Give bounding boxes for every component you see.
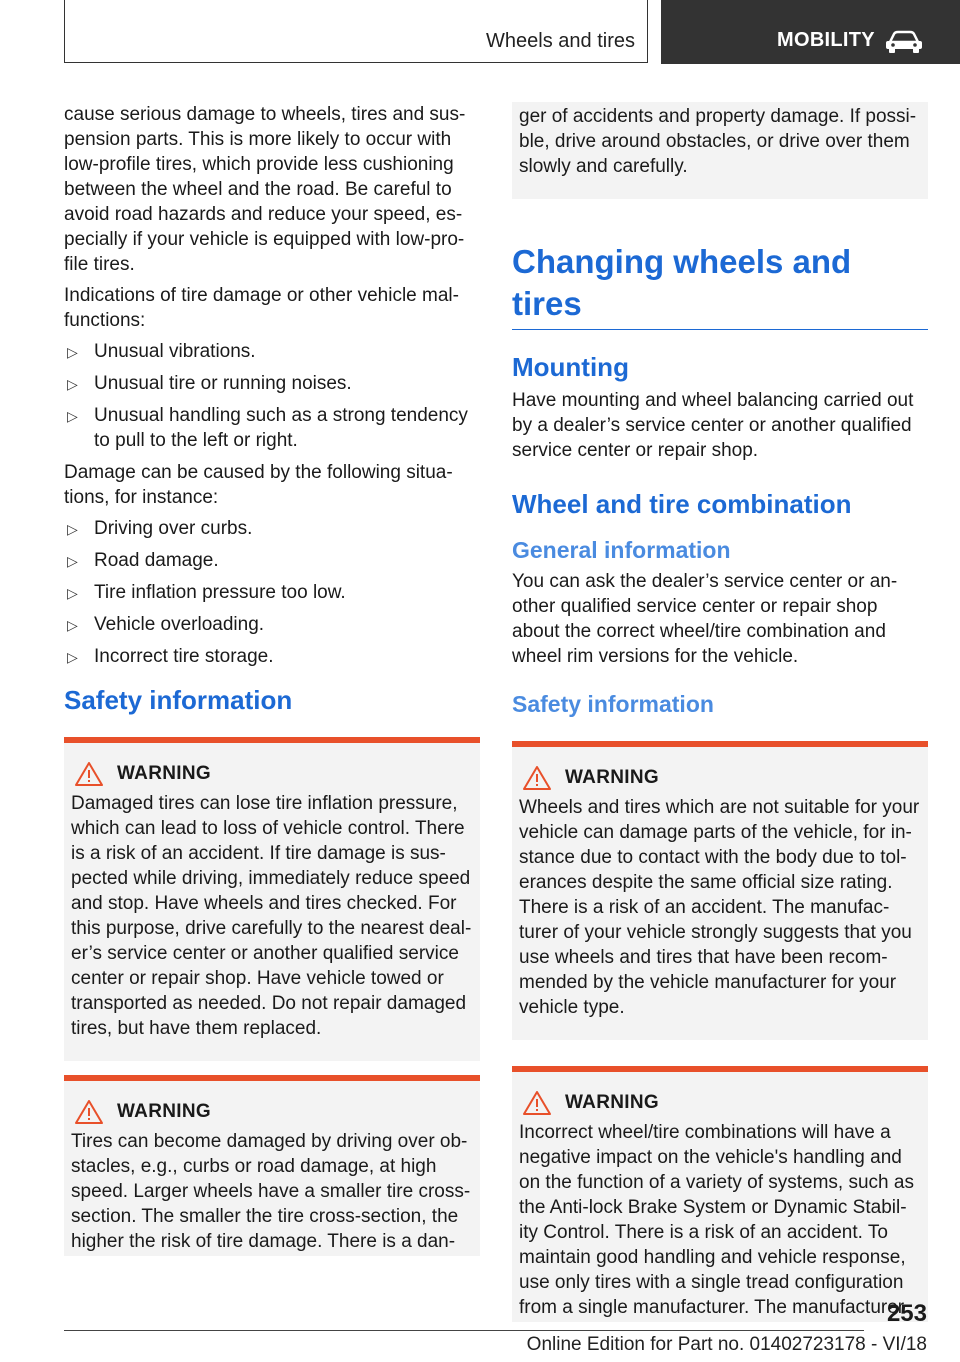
mounting-text: Have mounting and wheel balancing carried out by a dealer’s service center or another qualified service center or repair shop. (512, 390, 914, 461)
causes-list (64, 516, 480, 669)
warning-text: Wheels and tires which are not suitable for your vehicle can damage parts of the vehicle, for in-stance due to contact with the body due to tol-erances despite the same official size rating. There is a risk of an accident. The manufac-turer of your vehicle strongly suggests that you use wheels and tires that have been recom-mended by the vehicle manufacturer for your vehicle type. (519, 797, 920, 1018)
list-item: ▷ Unusual tire or running noises. (64, 371, 480, 396)
warning-text: Tires can become damaged by driving over ob-stacles, e.g., curbs or road damage, at high speed. Larger wheels have a smaller tire cross-section. The smaller the tire cross-section, the higher the risk of tire damage. There is a dan- (71, 1131, 471, 1252)
header-section-box (64, 0, 648, 63)
triangle-bullet-icon: ▷ (67, 553, 78, 569)
warning-text: Damaged tires can lose tire inflation pressure, which can lead to loss of vehicle control. There is a risk of an accident. If tire damage is sus-pected while driving, immediately reduce speed and stop. Have wheels and tires checked. For this purpose, drive carefully to the nearest deal-er’s service center or another qualified service center or repair shop. Have vehicle towed or transported as needed. Do not repair damaged tires, but have them replaced. (71, 793, 472, 1039)
footer-divider (64, 1330, 864, 1331)
triangle-bullet-icon: ▷ (67, 408, 78, 424)
warning-triangle-icon (73, 761, 105, 787)
triangle-bullet-icon: ▷ (67, 521, 78, 537)
list-item: ▷ Road damage. (64, 548, 480, 573)
warning-text: Incorrect wheel/tire combinations will have a negative impact on the vehicle's handling and on the function of a variety of systems, such as the Anti-lock Brake System or Dynamic Stabil-ity Control. There is a risk of an accident. To maintain good handling and vehicle response, use only tires with a single tread configuration from a single manufacturer. The manufacturer (519, 1122, 914, 1318)
main-heading: Changing wheels and tires (512, 241, 928, 330)
warning-title: WARNING (565, 767, 659, 788)
warning-box (512, 1066, 928, 1322)
header-chapter-title: MOBILITY (777, 29, 875, 51)
combination-heading: Wheel and tire combination (512, 489, 852, 519)
warning-triangle-icon (521, 1090, 553, 1116)
general-info-heading: General information (512, 537, 731, 563)
triangle-bullet-icon: ▷ (67, 617, 78, 633)
warning-box (64, 1075, 480, 1256)
warning-box (64, 737, 480, 1061)
list-item: ▷ Vehicle overloading. (64, 612, 480, 637)
triangle-bullet-icon: ▷ (67, 649, 78, 665)
intro-paragraph: cause serious damage to wheels, tires and sus-pension parts. This is more likely to occur with low-profile tires, which provide less cushioning between the wheel and the road. Be careful to avoid road hazards and reduce your speed, es-pecially if your vehicle is equipped with low-pro-file tires. (64, 104, 466, 275)
list-item: ▷ Unusual handling such as a strong tendency to pull to the left or right. (67, 405, 468, 451)
warning-title: WARNING (117, 763, 211, 784)
list-item: ▷ Unusual vibrations. (64, 339, 480, 364)
list-item: ▷ Incorrect tire storage. (64, 644, 480, 669)
safety-heading-left: Safety information (64, 685, 293, 715)
triangle-bullet-icon: ▷ (67, 376, 78, 392)
list-item: ▷ Tire inflation pressure too low. (64, 580, 480, 605)
general-info-text: You can ask the dealer’s service center or an-other qualified service center or repair shop about the correct wheel/tire combination and wheel rim versions for the vehicle. (512, 571, 898, 667)
left-column (64, 102, 480, 1256)
warning-triangle-icon (73, 1099, 105, 1125)
warning-continued-text: ger of accidents and property damage. If possi-ble, drive around obstacles, or drive over them slowly and carefully. (519, 106, 917, 177)
list-item: ▷ Driving over curbs. (64, 516, 480, 541)
warning-triangle-icon (521, 765, 553, 791)
warning-title-row (519, 1090, 922, 1116)
warning-title: WARNING (117, 1101, 211, 1122)
car-icon (884, 30, 924, 54)
footer-edition-text: Online Edition for Part no. 01402723178 - VI/18 (526, 1334, 927, 1355)
right-column (512, 102, 928, 1322)
triangle-bullet-icon: ▷ (67, 344, 78, 360)
mounting-heading: Mounting (512, 352, 629, 382)
causes-intro: Damage can be caused by the following situa-tions, for instance: (64, 462, 453, 508)
triangle-bullet-icon: ▷ (67, 585, 78, 601)
indications-intro: Indications of tire damage or other vehicle mal-functions: (64, 285, 459, 331)
warning-box (512, 741, 928, 1040)
page-number: 253 (886, 1300, 927, 1327)
warning-title-row (519, 765, 922, 791)
warning-title-row (71, 761, 474, 787)
header-section-title: Wheels and tires (486, 30, 635, 52)
warning-continued-box (512, 102, 928, 199)
warning-title-row (71, 1099, 474, 1125)
indications-list (64, 339, 480, 453)
warning-title: WARNING (565, 1092, 659, 1113)
safety-heading-right: Safety information (512, 691, 714, 717)
